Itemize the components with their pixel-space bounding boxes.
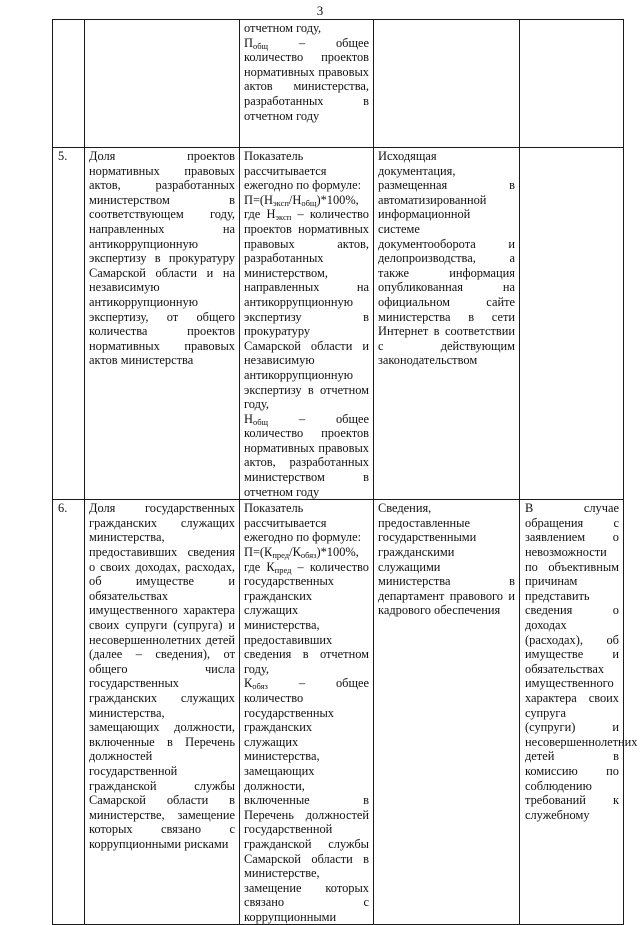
table-row xyxy=(53,20,624,148)
formula-subscript: пред xyxy=(272,550,290,561)
source-cell xyxy=(374,20,520,148)
page-number: 3 xyxy=(316,3,324,18)
note-cell xyxy=(520,148,624,500)
formula-text-part: )*100%, где К xyxy=(244,545,359,574)
indicator-cell: Доля проектов нормативных правовых актов, разработанных министерством в соответствующем году, направленных на антикоррупционную экспертизу в прокуратуру Самарской области и на независимую антикоррупционную экспертизу, от общего количества проектов нормативных правовых актов министерства xyxy=(85,148,240,500)
formula-text-part: Показатель рассчитывается ежегодно по формуле: П=(Н xyxy=(244,149,362,207)
row-number: 5. xyxy=(53,148,85,500)
note-cell: В случае обращения с заявлением о невозможности по объективным причинам представить сведения о доходах (расходах), об имуществе и обязательствах имущественного характера своих супруга (супруги) и несовершеннолетних детей в комиссию по соблюдению требований к служебному xyxy=(520,500,624,925)
formula-text xyxy=(244,21,369,123)
formula-text-part: /К xyxy=(289,545,301,560)
formula-text-part: Показатель рассчитывается ежегодно по формуле: П=(К xyxy=(244,501,362,560)
formula-subscript: обяз xyxy=(300,550,317,561)
table-row xyxy=(53,148,624,500)
formula-cell xyxy=(240,500,374,925)
table-row xyxy=(53,500,624,925)
formula-cell xyxy=(240,20,374,148)
formula-subscript: пред xyxy=(274,564,292,575)
formula-subscript: обяз xyxy=(252,681,268,692)
formula-text xyxy=(244,501,369,924)
note-cell xyxy=(520,20,624,148)
formula-subscript: эксп xyxy=(275,212,292,223)
row-number: 6. xyxy=(53,500,85,925)
source-cell: Сведения, предоставленные государственными гражданскими служащими министерства в департамент правового и кадрового обеспечения xyxy=(374,500,520,925)
row-number xyxy=(53,20,85,148)
formula-subscript: общ xyxy=(252,416,269,427)
formula-text-part: – общее количество проектов нормативных правовых актов, разработанных министерством в отчетном году xyxy=(244,411,369,499)
formula-text-part: – общее количество проектов нормативных правовых актов министерства, разработанных в отчетном году xyxy=(244,35,369,123)
formula-subscript: общ xyxy=(301,197,317,208)
formula-text-part: )*100%, где Н xyxy=(244,192,359,222)
formula-subscript: эксп xyxy=(273,197,289,208)
formula-subscript: общ xyxy=(252,40,269,51)
formula-text-part: /Н xyxy=(288,192,302,207)
indicator-cell xyxy=(85,20,240,148)
formula-text-part: – количество проектов нормативных правовых актов, разработанных министерством, направленных на антикоррупционную экспертизу в прокуратуру Самарской области и независимую антикоррупционную экспертизу в отчетном году, Н xyxy=(244,207,369,426)
source-cell: Исходящая документация, размещенная в автоматизированной информационной системе документооборота и делопроизводства, а также информация опубликованная на официальном сайте министерства в сети Интернет в соответствии с действующим законодательством xyxy=(374,148,520,500)
indicators-table xyxy=(52,19,638,925)
formula-text-part: – общее количество государственных гражданских служащих министерства, замещающих должности, включенные в Перечень должностей государственной гражданской службы Самарской области в министерстве, замещение которых связано с коррупционными xyxy=(244,676,369,924)
formula-text xyxy=(244,149,369,499)
formula-cell xyxy=(240,148,374,500)
indicator-cell: Доля государственных гражданских служащих министерства, предоставивших сведения о своих доходах, расходах, об имуществе и обязательствах имущественного характера своих супруги (супруга) и несовершеннолетних детей (далее – сведения), от общего числа государственных гражданских служащих министерства, замещающих должности, включенные в Перечень должностей государственной гражданской службы Самарской области в министерстве, замещение которых связано с коррупционными рисками xyxy=(85,500,240,925)
formula-text-part: отчетном году, П xyxy=(244,21,322,50)
formula-text-part: – количество государственных гражданских служащих министерства, предоставивших сведения в отчетном году, К xyxy=(244,559,369,691)
